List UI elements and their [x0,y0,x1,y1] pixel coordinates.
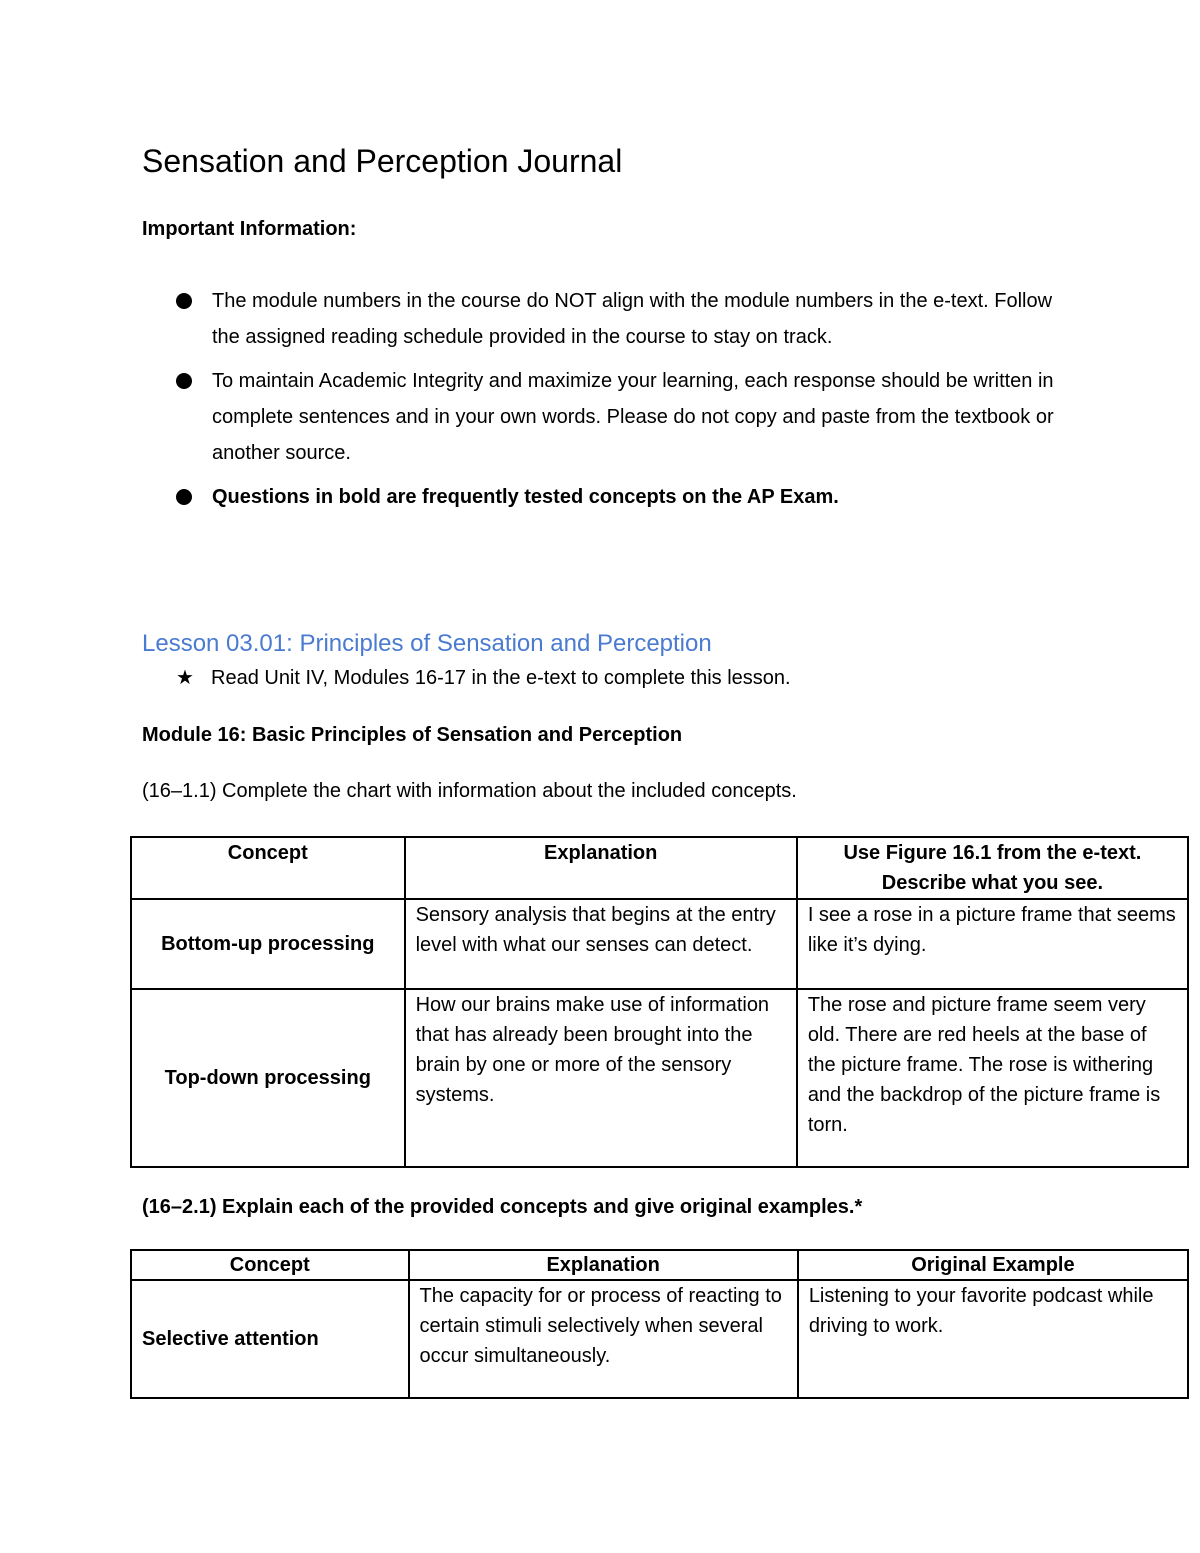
column-header: Explanation [405,837,797,899]
table-row [131,989,1188,1167]
column-header: Original Example [798,1250,1188,1280]
concept-chart-table [130,836,1189,1168]
important-info-label: Important Information: [142,218,357,240]
bullet-text: The module numbers in the course do NOT align with the module numbers in the e-text. Follow the assigned reading schedule provided in the course to stay on track. [212,290,1053,348]
observation-cell[interactable]: The rose and picture frame seem very old. There are red heels at the base of the picture frame. The rose is withering and the backdrop of the picture frame is torn. [797,989,1188,1167]
concept-cell: Selective attention [131,1280,409,1398]
bullet-text: Questions in bold are frequently tested concepts on the AP Exam. [212,486,839,508]
star-icon: ★ [176,667,194,689]
column-header: Concept [131,837,405,899]
table-row [131,899,1188,989]
explanation-cell[interactable]: How our brains make use of information that has already been brought into the brain by one or more of the sensory systems. [405,989,797,1167]
concept-examples-table [130,1249,1189,1399]
reading-instruction [176,665,791,690]
concept-cell: Bottom-up processing [131,899,405,989]
module-heading: Module 16: Basic Principles of Sensation and Perception [142,724,683,746]
example-cell[interactable]: Listening to your favorite podcast while driving to work. [798,1280,1188,1398]
lesson-heading: Lesson 03.01: Principles of Sensation and Perception [142,630,712,657]
bullet-dot-icon [176,293,192,309]
observation-cell[interactable]: I see a rose in a picture frame that seems like it’s dying. [797,899,1188,989]
bullet-dot-icon [176,373,192,389]
table-header-row [131,837,1188,899]
column-header: Use Figure 16.1 from the e-text. Describe what you see. [797,837,1188,899]
document-title: Sensation and Perception Journal [142,143,623,179]
important-info-list [142,283,1062,523]
explanation-cell[interactable]: The capacity for or process of reacting to certain stimuli selectively when several occur simultaneously. [409,1280,798,1398]
column-header: Concept [131,1250,409,1280]
list-item [142,283,1062,355]
bullet-text: To maintain Academic Integrity and maximize your learning, each response should be written in complete sentences and in your own words. Please do not copy and paste from the textbook or another source. [212,370,1054,464]
table2-prompt: (16–2.1) Explain each of the provided concepts and give original examples.* [142,1196,863,1218]
table1-prompt: (16–1.1) Complete the chart with information about the included concepts. [142,780,797,802]
concept-cell: Top-down processing [131,989,405,1167]
table-row [131,1280,1188,1398]
list-item [142,363,1062,471]
list-item [142,479,1062,515]
explanation-cell[interactable]: Sensory analysis that begins at the entry level with what our senses can detect. [405,899,797,989]
column-header: Explanation [409,1250,798,1280]
reading-instruction-text: Read Unit IV, Modules 16-17 in the e-text to complete this lesson. [211,667,791,689]
bullet-dot-icon [176,489,192,505]
table-header-row [131,1250,1188,1280]
